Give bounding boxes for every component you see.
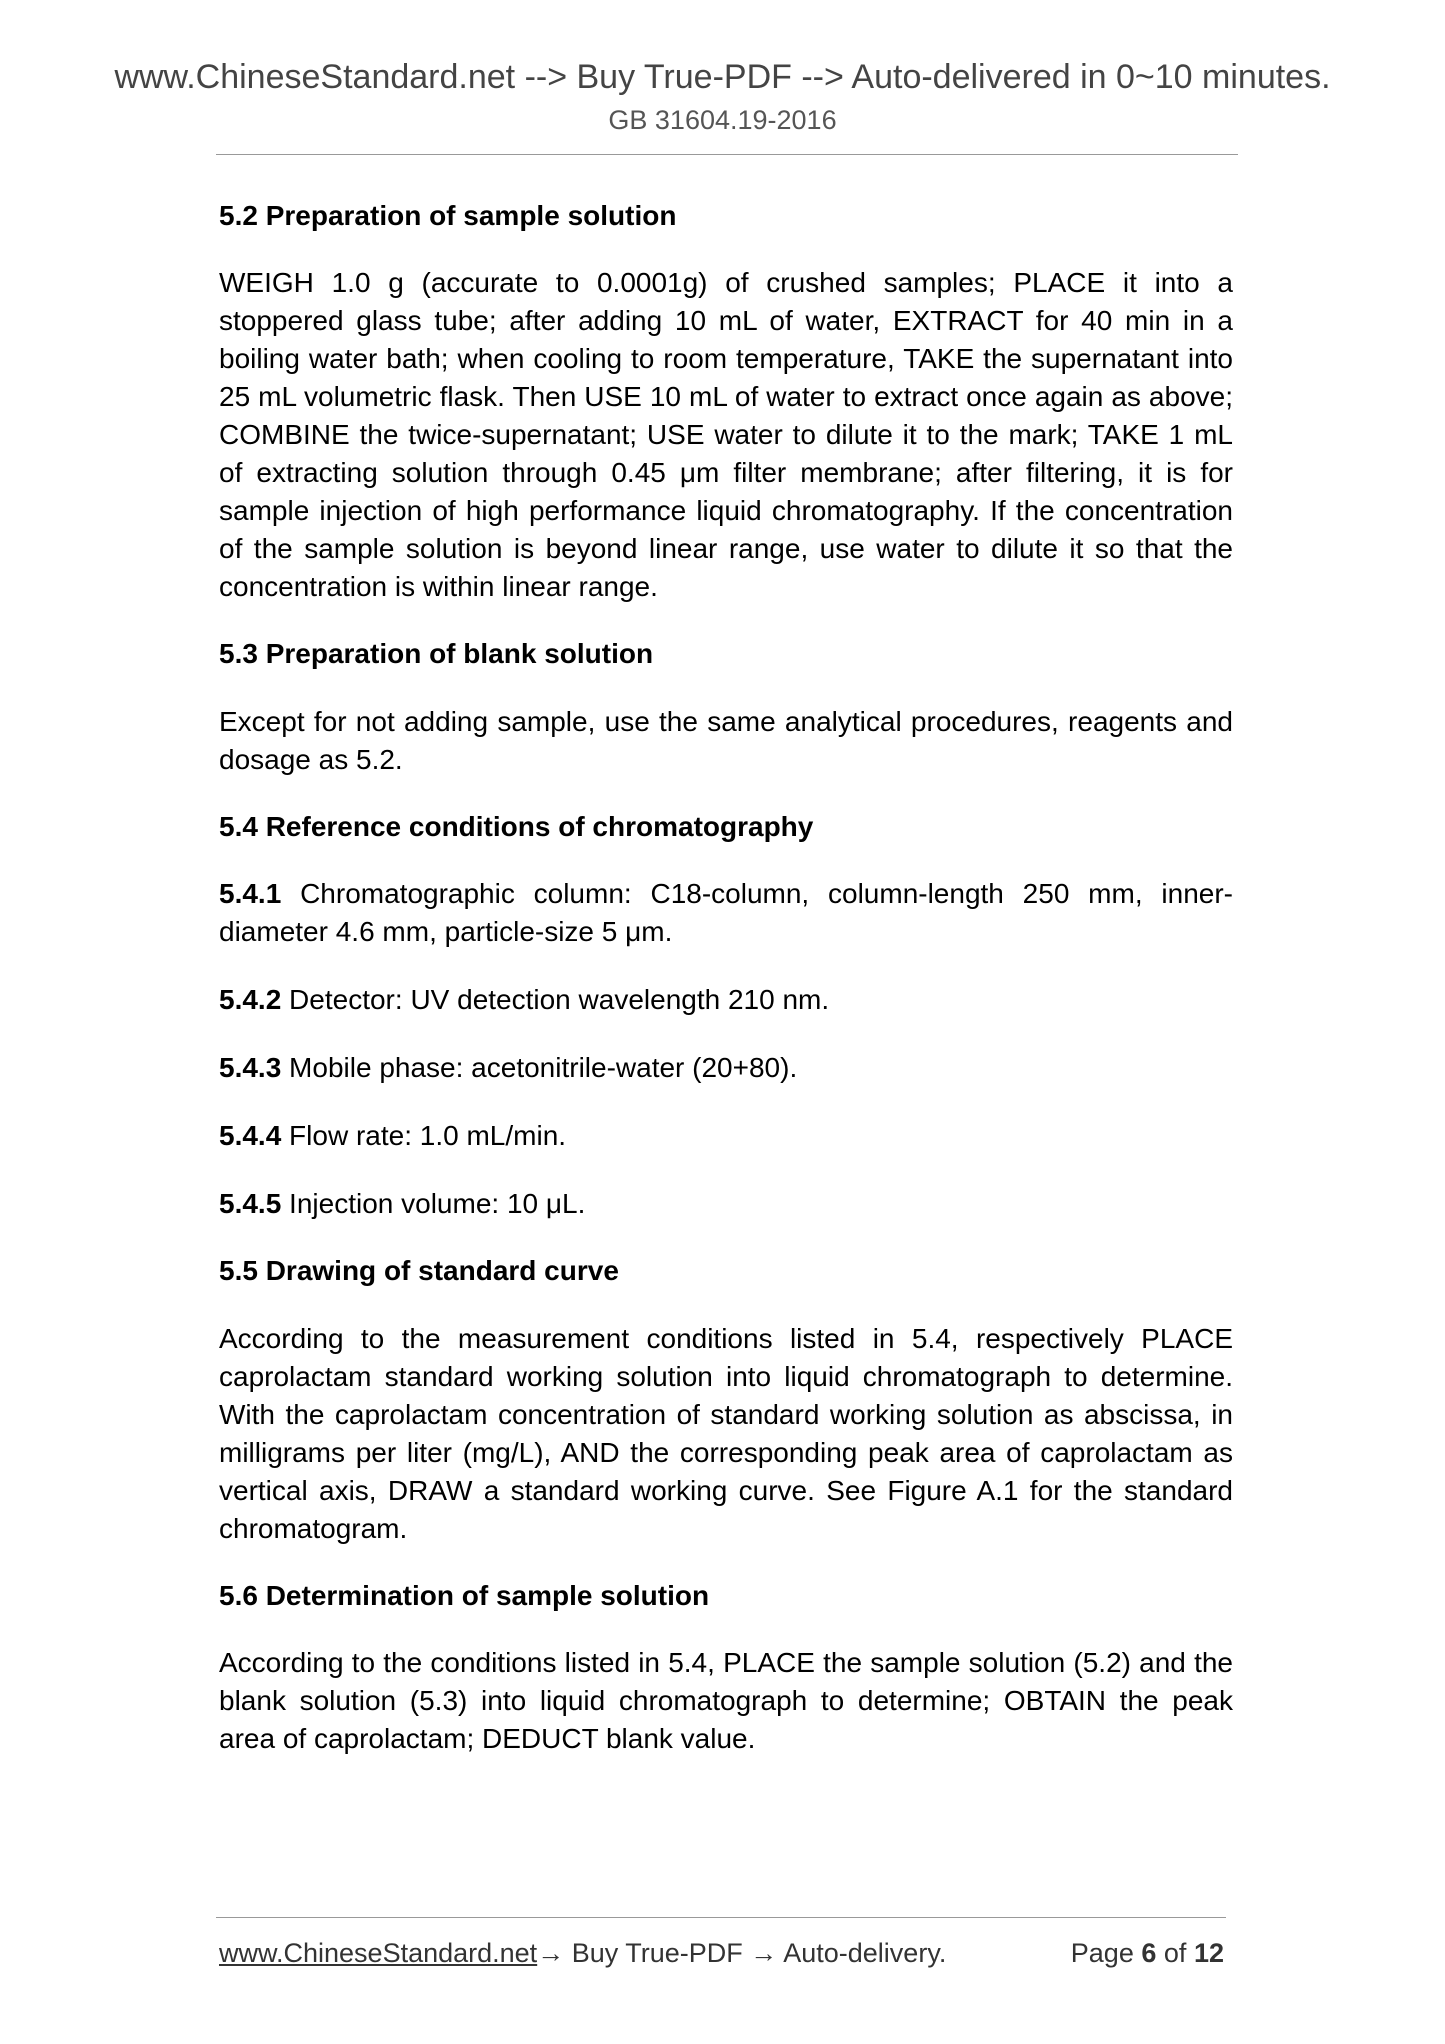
header-banner: www.ChineseStandard.net --> Buy True-PDF --> Auto-delivered in 0~10 minutes. <box>114 58 1331 96</box>
page-current: 6 <box>1141 1938 1157 1968</box>
section-5-2-title: 5.2 Preparation of sample solution <box>219 200 677 231</box>
item-text: Chromatographic column: C18-column, column-length 250 mm, inner-diameter 4.6 mm, particle-size 5 μm. <box>219 878 1233 948</box>
item-text: Detector: UV detection wavelength 210 nm. <box>281 984 830 1016</box>
item-number: 5.4.1 <box>219 878 282 910</box>
header-divider <box>216 154 1238 155</box>
section-5-5-title: 5.5 Drawing of standard curve <box>219 1255 619 1287</box>
section-5-5-body: According to the measurement conditions listed in 5.4, respectively PLACE caprolactam standard working solution into liquid chromatograph to determine. With the caprolactam concentration of standard working solution as abscissa, in milligrams per liter (mg/L), AND the corresponding peak area of caprolactam as vertical axis, DRAW a standard working curve. See Figure A.1 for the standard chromatogram. <box>219 1322 1233 1544</box>
section-5-2-body: WEIGH 1.0 g (accurate to 0.0001g) of crushed samples; PLACE it into a stoppered glass tube; after adding 10 mL of water, EXTRACT for 40 min in a boiling water bath; when cooling to room temperature, TAKE the supernatant into 25 mL volumetric flask. Then USE 10 mL of water to extract once again as above; COMBINE the twice-supernatant; USE water to dilute it to the mark; TAKE 1 mL of extracting solution through 0.45 μm filter membrane; after filtering, it is for sample injection of high performance liquid chromatography. If the concentration of the sample solution is beyond linear range, use water to dilute it so that the concentration is within linear range. <box>219 267 1233 603</box>
section-5-6-body: According to the conditions listed in 5.4, PLACE the sample solution (5.2) and the blank solution (5.3) into liquid chromatograph to determine; OBTAIN the peak area of caprolactam; DEDUCT blank value. <box>219 1646 1233 1754</box>
item-5-4-4 <box>219 1117 1233 1155</box>
document-body <box>219 198 1233 1758</box>
item-number: 5.4.2 <box>219 984 282 1016</box>
item-text: Flow rate: 1.0 mL/min. <box>281 1120 567 1152</box>
of-word: of <box>1163 1938 1187 1968</box>
footer-link[interactable]: www.ChineseStandard.net <box>219 1938 538 1968</box>
section-5-3-body: Except for not adding sample, use the same analytical procedures, reagents and dosage as 5.2. <box>219 705 1233 775</box>
page-total: 12 <box>1193 1938 1224 1968</box>
item-number: 5.4.3 <box>219 1052 282 1084</box>
section-5-3-title: 5.3 Preparation of blank solution <box>219 638 654 670</box>
item-5-4-5 <box>219 1185 1233 1223</box>
item-text: Mobile phase: acetonitrile-water (20+80). <box>281 1052 798 1084</box>
footer-text: → Buy True-PDF → Auto-delivery. <box>537 1938 947 1968</box>
page-word: Page <box>1070 1938 1134 1968</box>
standard-number: GB 31604.19-2016 <box>608 105 837 135</box>
item-5-4-1 <box>219 875 1233 951</box>
section-5-6-title: 5.6 Determination of sample solution <box>219 1579 710 1611</box>
item-number: 5.4.5 <box>219 1188 282 1220</box>
item-5-4-2 <box>219 981 1233 1019</box>
item-text: Injection volume: 10 μL. <box>281 1188 586 1220</box>
item-number: 5.4.4 <box>219 1120 282 1152</box>
footer-divider <box>216 1917 1226 1918</box>
page-indicator <box>1071 1938 1224 1969</box>
footer <box>219 1938 1229 1969</box>
section-5-4-title: 5.4 Reference conditions of chromatography <box>219 810 814 842</box>
item-5-4-3 <box>219 1049 1233 1087</box>
